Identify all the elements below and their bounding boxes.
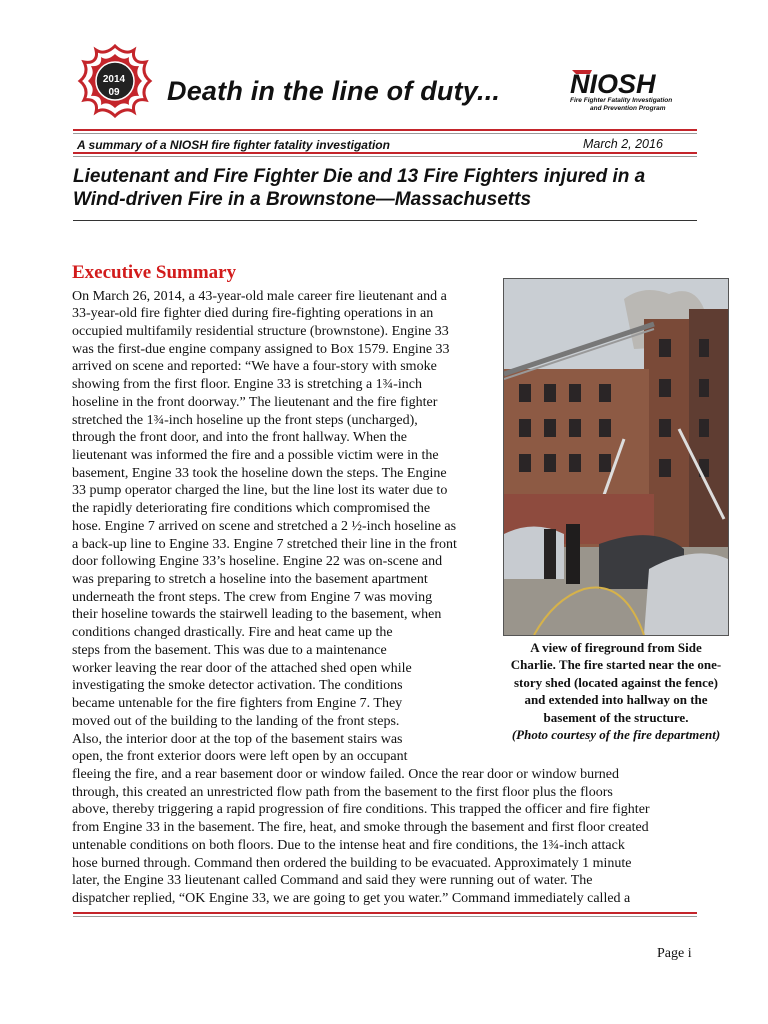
body-line: above, thereby triggering a rapid progression of fire conditions. This trapped the officer and fire fighter <box>72 802 650 818</box>
divider-bottom-red <box>73 912 697 914</box>
body-line: 33-year-old fire fighter died during fire-fighting operations in an <box>72 306 434 322</box>
body-line: moved out of the building to the landing of the front steps. <box>72 713 400 729</box>
body-line: from Engine 33 in the basement. The fire, heat, and smoke through the basement and first floor created <box>72 820 649 836</box>
divider-top-red <box>73 129 697 131</box>
body-line: 33 pump operator charged the line, but the line lost its water due to <box>72 483 448 499</box>
body-line: lieutenant was informed the fire and a possible victim were in the <box>72 447 439 463</box>
body-line: door following Engine 33’s hoseline. Engine 22 was on-scene and <box>72 554 443 570</box>
body-line: a back-up line to Engine 33. Engine 7 stretched their line in the front <box>72 536 457 552</box>
niosh-logo-icon <box>566 66 686 96</box>
report-date: March 2, 2016 <box>583 137 663 151</box>
divider-bottom-gray <box>73 916 697 917</box>
divider-date-gray <box>73 156 697 157</box>
body-line: untenable conditions on both floors. Due to the intense heat and fire conditions, the 1¾-inch attack <box>72 837 625 853</box>
body-line: fleeing the fire, and a rear basement door or window failed. Once the rear door or window burned <box>72 766 619 782</box>
body-line: basement, Engine 33 took the hoseline down the steps. The Engine <box>72 465 447 481</box>
caption-line2: Charlie. The fire started near the one- <box>510 657 722 673</box>
body-line: through, this created an unrestricted flow path from the basement to the first floor plus the floors <box>72 784 613 800</box>
body-line: Also, the interior door at the top of the basement stairs was <box>72 731 403 747</box>
body-line: investigating the smoke detector activation. The conditions <box>72 678 403 694</box>
body-line: occupied multifamily residential structure (brownstone). Engine 33 <box>72 323 449 339</box>
divider-date-red <box>73 152 697 154</box>
body-line: underneath the front steps. The crew from Engine 7 was moving <box>72 589 433 605</box>
body-line: was the first-due engine company assigned to Box 1579. Engine 33 <box>72 341 450 357</box>
body-line: through the front door, and into the front hallway. When the <box>72 430 407 446</box>
divider-headline <box>73 220 697 221</box>
headline <box>73 165 701 211</box>
headline-line1: Lieutenant and Fire Fighter Die and 13 Fire Fighters injured in a <box>73 166 646 187</box>
body-line: hoseline in the front doorway.” The lieutenant and the fire fighter <box>72 394 438 410</box>
niosh-program-name <box>570 97 700 113</box>
body-line: was preparing to stretch a hoseline into the basement apartment <box>72 572 428 588</box>
body-line: steps from the basement. This was due to a maintenance <box>72 642 387 658</box>
body-line: became untenable for the fire fighters from Engine 7. They <box>72 696 403 712</box>
body-line: conditions changed drastically. Fire and heat came up the <box>72 625 393 641</box>
summary-label: A summary of a NIOSH fire fighter fatality investigation <box>77 138 390 152</box>
caption-credit: (Photo courtesy of the fire department) <box>511 727 721 743</box>
niosh-sub-line2: and Prevention Program <box>590 105 666 112</box>
section-heading: Executive Summary <box>72 262 237 283</box>
body-line: dispatcher replied, “OK Engine 33, we are going to get you water.” Command immediately called a <box>72 890 631 906</box>
body-line: open, the front exterior doors were left open by an occupant <box>72 749 408 765</box>
caption-line3: story shed (located against the fence) <box>514 674 718 690</box>
niosh-logo-text: NIOSH <box>570 69 656 96</box>
photo-caption <box>466 639 766 743</box>
body-line: hose. Engine 7 arrived on scene and stretched a 2 ½-inch hoseline as <box>72 518 457 534</box>
header-title: Death in the line of duty... <box>167 76 501 106</box>
body-line: On March 26, 2014, a 43-year-old male career fire lieutenant and a <box>72 288 447 304</box>
body-line: worker leaving the rear door of the attached shed open while <box>72 660 412 676</box>
body-line: their hoseline towards the stairwell leading to the basement, when <box>72 607 442 623</box>
headline-line2: Wind-driven Fire in a Brownstone—Massachusetts <box>73 189 532 210</box>
divider-top-gray <box>73 133 697 134</box>
emblem-year: 2014 <box>102 74 126 85</box>
caption-line5: basement of the structure. <box>543 709 689 725</box>
emblem-number: 09 <box>108 87 120 98</box>
body-line: hose burned through. Command then ordered the building to be evacuated. Approximately 1 minute <box>72 855 632 871</box>
page-number: Page i <box>657 946 692 961</box>
body-line: the rapidly deteriorating fire conditions which compromised the <box>72 501 431 517</box>
body-line: arrived on scene and reported: “We have a four-story with smoke <box>72 359 437 375</box>
caption-line1: A view of fireground from Side <box>530 640 702 655</box>
emblem-label <box>94 73 134 99</box>
niosh-sub-line1: Fire Fighter Fatality Investigation <box>570 97 673 104</box>
body-line: showing from the first floor. Engine 33 is stretching a 1¾-inch <box>72 377 422 393</box>
body-line: stretched the 1¾-inch hoseline up the front steps (uncharged), <box>72 412 418 428</box>
body-line: later, the Engine 33 lieutenant called Command and said they were running out of water. The <box>72 873 593 889</box>
fireground-photo <box>503 278 729 636</box>
caption-line4: and extended into hallway on the <box>524 692 708 708</box>
